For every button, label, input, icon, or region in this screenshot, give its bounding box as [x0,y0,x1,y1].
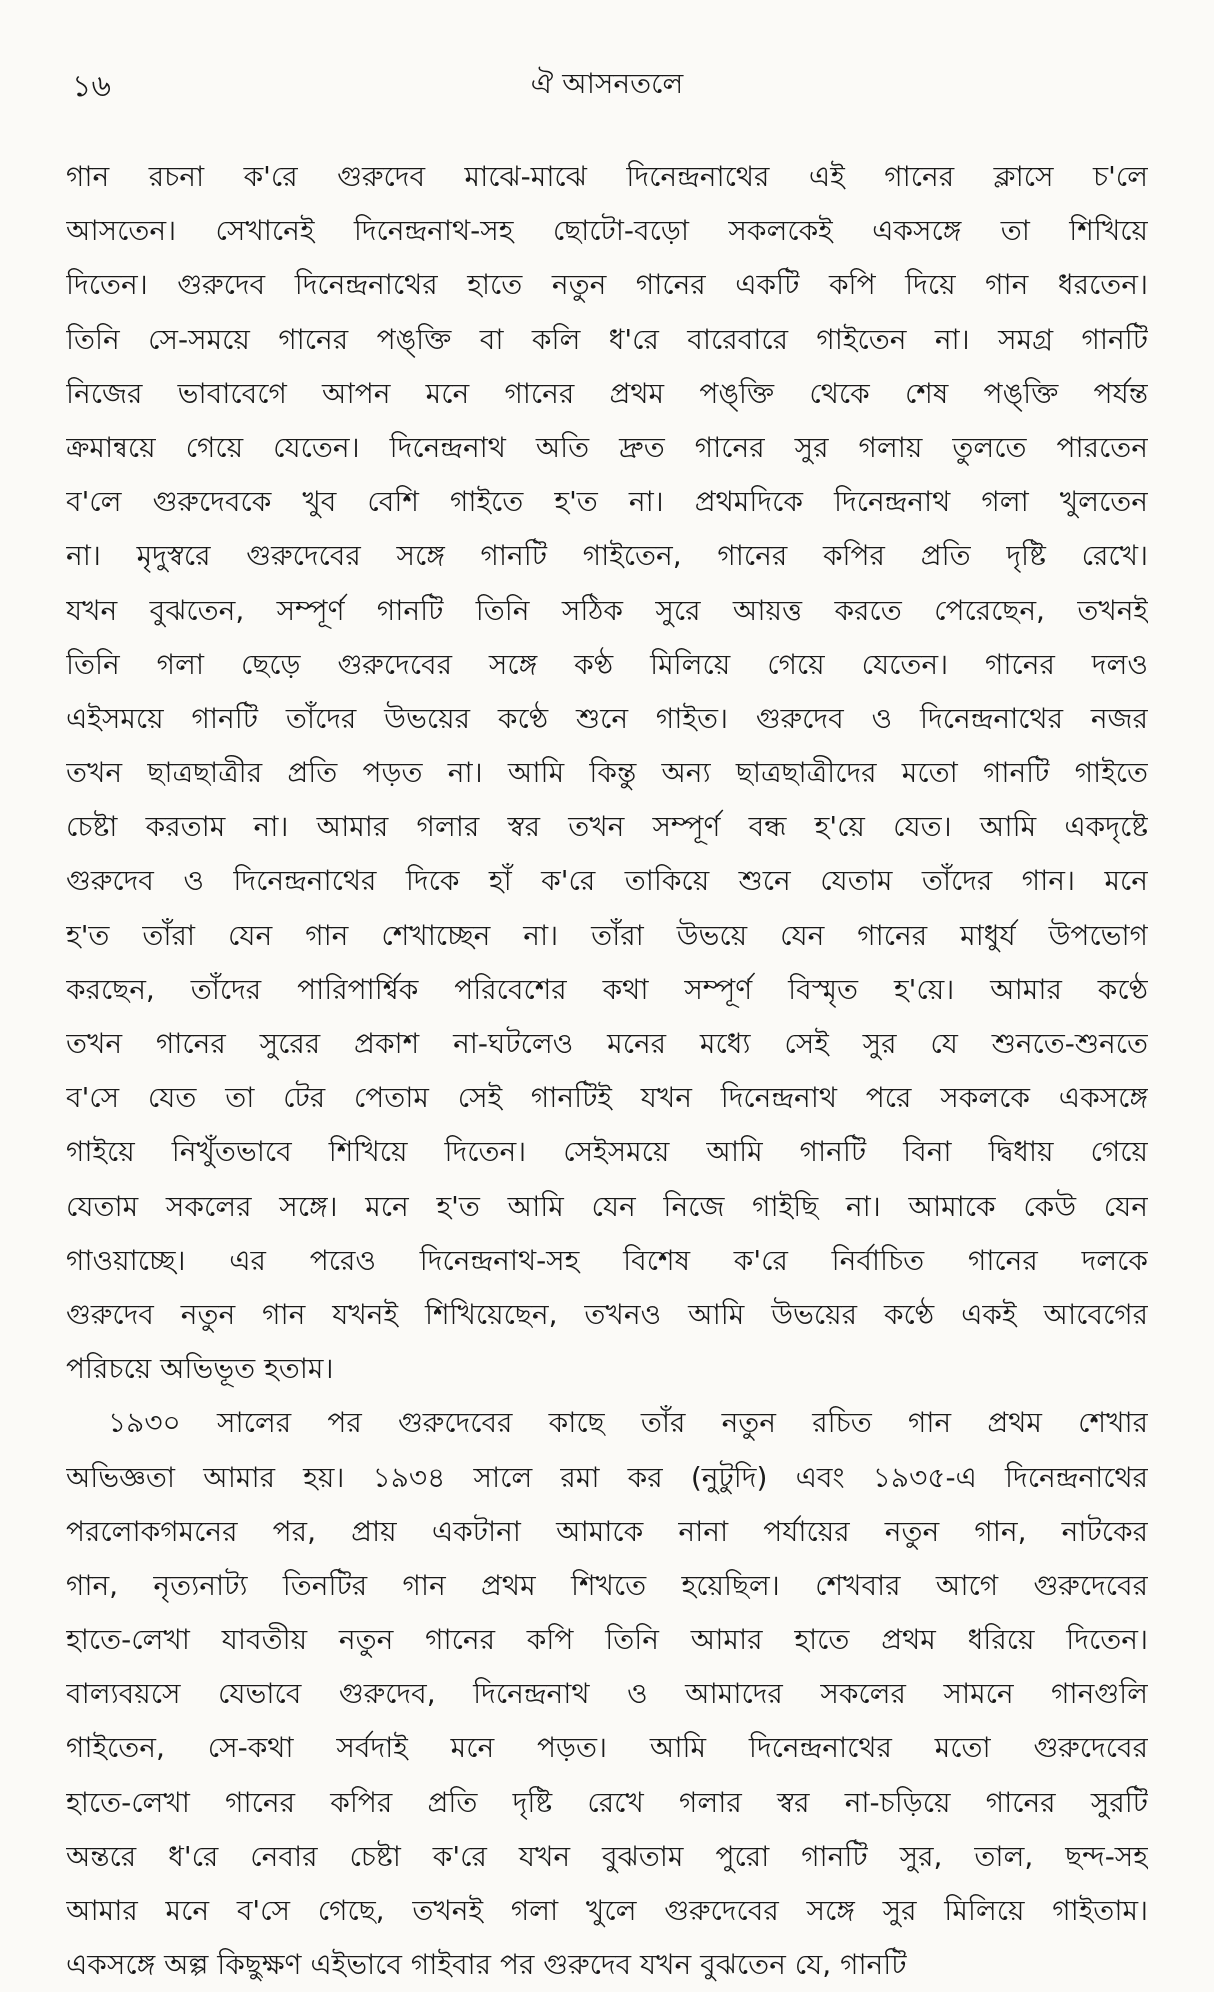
paragraph [66,1396,1148,1992]
running-title: ঐ আসনতলে [530,67,684,100]
text-line: আমার মনে ব'সে গেছে, তখনই গলা খুলে গুরুদেবের সঙ্গে সুর মিলিয়ে গাইতাম। [66,1894,1148,1927]
text-line: পরিচয়ে অভিভূত হতাম। [66,1352,334,1386]
text-line: তখন গানের সুরের প্রকাশ না-ঘটলেও মনের মধ্যে সেই সুর যে শুনতে-শুনতে [66,1027,1148,1060]
text-line: দিতেন। গুরুদেব দিনেন্দ্রনাথের হাতে নতুন গানের একটি কপি দিয়ে গান ধরতেন। [66,268,1148,302]
text-line: আসতেন। সেখানেই দিনেন্দ্রনাথ-সহ ছোটো-বড়ো সকলকেই একসঙ্গে তা শিখিয়ে [66,214,1148,248]
text-line: করছেন, তাঁদের পারিপার্শ্বিক পরিবেশের কথা সম্পূর্ণ বিস্মৃত হ'য়ে। আমার কণ্ঠে [66,972,1148,1006]
text-line: গুরুদেব নতুন গান যখনই শিখিয়েছেন, তখনও আমি উভয়ের কণ্ঠে একই আবেগের [66,1297,1148,1331]
text-line: গুরুদেব ও দিনেন্দ্রনাথের দিকে হাঁ ক'রে তাকিয়ে শুনে যেতাম তাঁদের গান। মনে [66,864,1148,898]
text-line: গান রচনা ক'রে গুরুদেব মাঝে-মাঝে দিনেন্দ্রনাথের এই গানের ক্লাসে চ'লে [66,160,1148,193]
page-number: ১৬ [72,69,111,104]
text-line: হাতে-লেখা গানের কপির প্রতি দৃষ্টি রেখে গলার স্বর না-চড়িয়ে গানের সুরটি [66,1785,1148,1819]
text-line: গান, নৃত্যনাট্য তিনটির গান প্রথম শিখতে হয়েছিল। শেখবার আগে গুরুদেবের [66,1568,1148,1602]
text-line: একসঙ্গে অল্প কিছুক্ষণ এইভাবে গাইবার পর গুরুদেব যখন বুঝতেন যে, গানটি [66,1948,907,1982]
text-line: তিনি গলা ছেড়ে গুরুদেবের সঙ্গে কণ্ঠ মিলিয়ে গেয়ে যেতেন। গানের দলও [66,647,1148,681]
text-line: ব'সে যেত তা টের পেতাম সেই গানটিই যখন দিনেন্দ্রনাথ পরে সকলকে একসঙ্গে [66,1081,1148,1115]
text-line: তিনি সে-সময়ে গানের পঙ্‌ক্তি বা কলি ধ'রে বারেবারে গাইতেন না। সমগ্র গানটি [66,322,1148,356]
paragraph [66,150,1148,1396]
text-line: গাওয়াচ্ছে। এর পরেও দিনেন্দ্রনাথ-সহ বিশেষ ক'রে নির্বাচিত গানের দলকে [66,1243,1148,1277]
text-line: পরলোকগমনের পর, প্রায় একটানা আমাকে নানা পর্যায়ের নতুন গান, নাটকের [66,1514,1148,1548]
text-line: নিজের ভাবাবেগে আপন মনে গানের প্রথম পঙ্‌ক্তি থেকে শেষ পঙ্‌ক্তি পর্যন্ত [66,376,1148,410]
text-line: এইসময়ে গানটি তাঁদের উভয়ের কণ্ঠে শুনে গাইত। গুরুদেব ও দিনেন্দ্রনাথের নজর [66,701,1148,735]
text-line: তখন ছাত্রছাত্রীর প্রতি পড়ত না। আমি কিন্তু অন্য ছাত্রছাত্রীদের মতো গানটি গাইতে [66,756,1148,790]
text-line: চেষ্টা করতাম না। আমার গলার স্বর তখন সম্পূর্ণ বন্ধ হ'য়ে যেত। আমি একদৃষ্টে [66,810,1148,844]
text-line: ক্রমান্বয়ে গেয়ে যেতেন। দিনেন্দ্রনাথ অতি দ্রুত গানের সুর গলায় তুলতে পারতেন [66,430,1148,464]
text-line: গাইয়ে নিখুঁতভাবে শিখিয়ে দিতেন। সেইসময়ে আমি গানটি বিনা দ্বিধায় গেয়ে [66,1135,1148,1169]
body-text [66,150,1148,1992]
text-line: গাইতেন, সে-কথা সর্বদাই মনে পড়ত। আমি দিনেন্দ্রনাথের মতো গুরুদেবের [66,1731,1148,1765]
text-line: অন্তরে ধ'রে নেবার চেষ্টা ক'রে যখন বুঝতাম পুরো গানটি সুর, তাল, ছন্দ-সহ [66,1839,1148,1873]
text-line: অভিজ্ঞতা আমার হয়। ১৯৩৪ সালে রমা কর (নুটুদি) এবং ১৯৩৫-এ দিনেন্দ্রনাথের [66,1460,1148,1494]
text-line: ১৯৩০ সালের পর গুরুদেবের কাছে তাঁর নতুন রচিত গান প্রথম শেখার [108,1406,1148,1440]
text-line: হ'ত তাঁরা যেন গান শেখাচ্ছেন না। তাঁরা উভয়ে যেন গানের মাধুর্য উপভোগ [66,918,1148,952]
page-header [62,62,1152,112]
text-line: হাতে-লেখা যাবতীয় নতুন গানের কপি তিনি আমার হাতে প্রথম ধরিয়ে দিতেন। [66,1623,1148,1657]
text-line: ব'লে গুরুদেবকে খুব বেশি গাইতে হ'ত না। প্রথমদিকে দিনেন্দ্রনাথ গলা খুলতেন [66,485,1148,519]
text-line: না। মৃদুস্বরে গুরুদেবের সঙ্গে গানটি গাইতেন, গানের কপির প্রতি দৃষ্টি রেখে। [66,539,1148,573]
text-line: বাল্যবয়সে যেভাবে গুরুদেব, দিনেন্দ্রনাথ ও আমাদের সকলের সামনে গানগুলি [66,1677,1148,1711]
text-line: যেতাম সকলের সঙ্গে। মনে হ'ত আমি যেন নিজে গাইছি না। আমাকে কেউ যেন [66,1189,1148,1223]
text-line: যখন বুঝতেন, সম্পূর্ণ গানটি তিনি সঠিক সুরে আয়ত্ত করতে পেরেছেন, তখনই [66,593,1148,627]
